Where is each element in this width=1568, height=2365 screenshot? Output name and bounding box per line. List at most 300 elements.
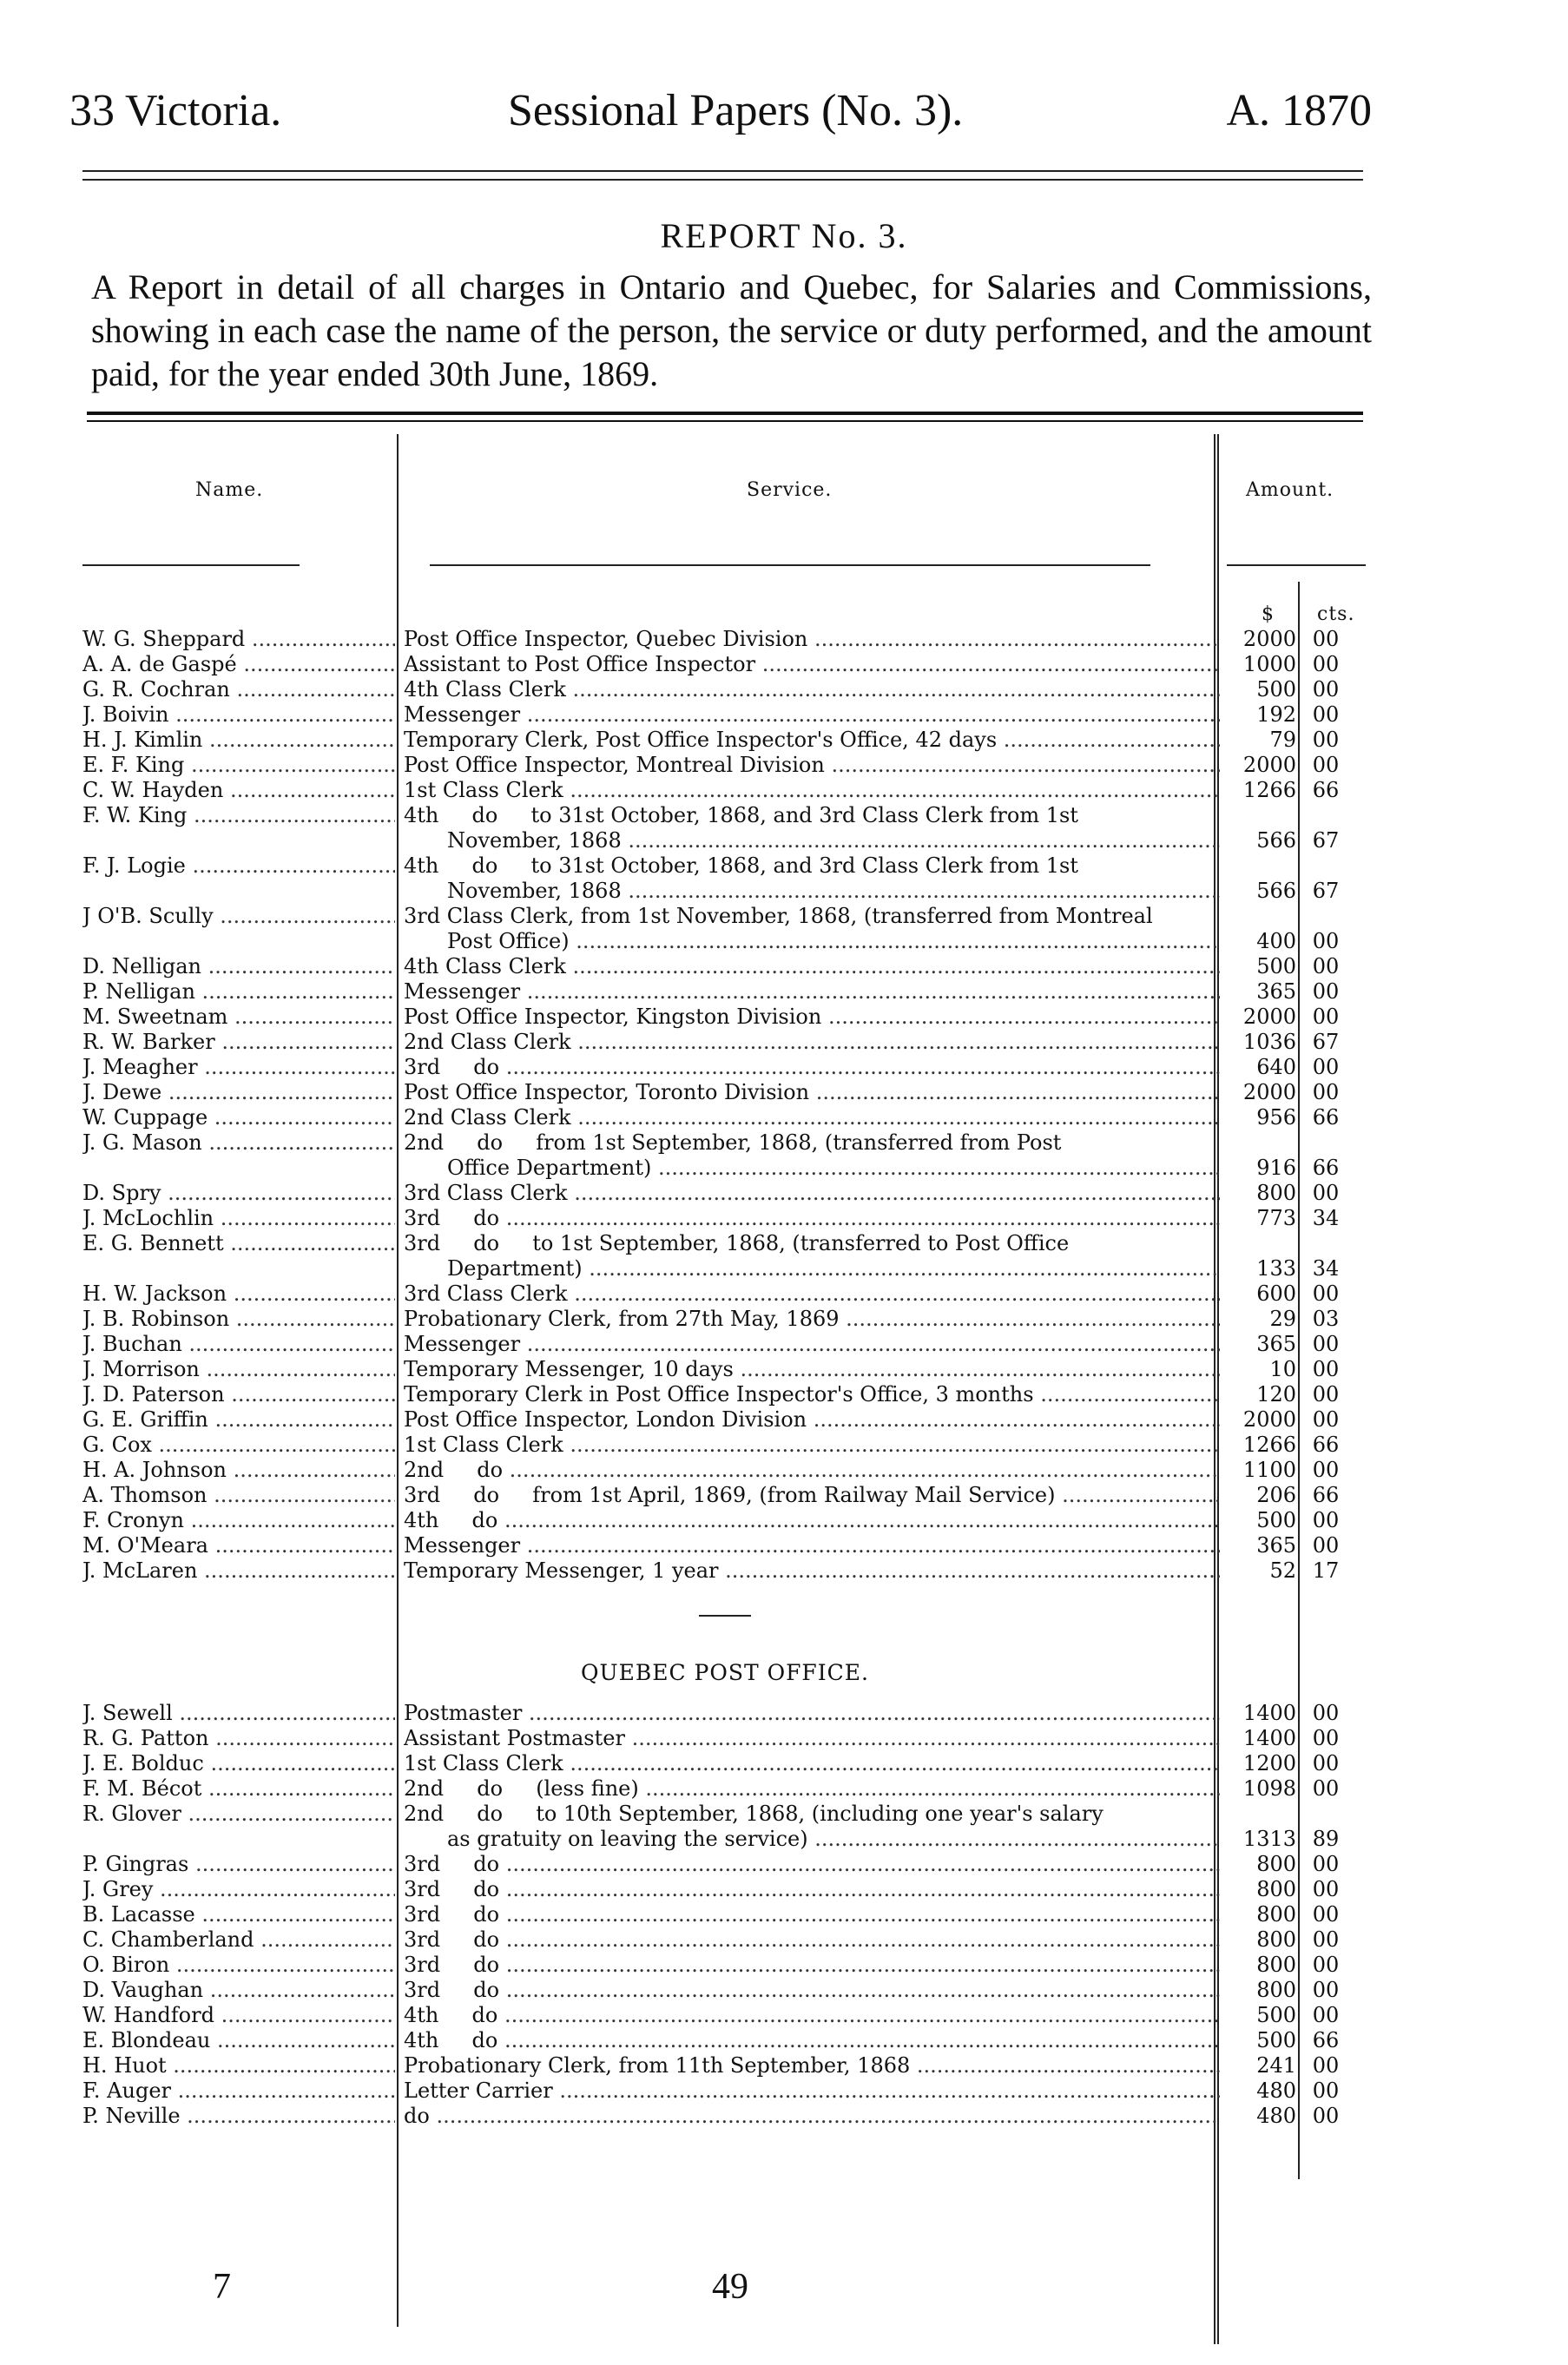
row-service-continuation-text: Department) — [447, 1256, 583, 1281]
row-name — [82, 1877, 395, 1902]
row-name — [82, 1852, 395, 1877]
row-name-text: C. Chamberland — [82, 1927, 254, 1952]
row-name-text: P. Neville — [82, 2104, 181, 2128]
row-service-line — [404, 1558, 1220, 1584]
dot-leader — [208, 1407, 395, 1432]
row-service-text: Assistant Postmaster — [404, 1726, 625, 1750]
row-name-text: F. Cronyn — [82, 1508, 184, 1532]
row-dollars: 800 — [1256, 1852, 1296, 1876]
row-name-text: W. G. Sheppard — [82, 627, 246, 651]
row-service-line — [404, 1105, 1220, 1130]
table-row — [82, 1281, 1367, 1307]
dot-leader — [201, 1776, 395, 1801]
dot-leader — [497, 2003, 1220, 2027]
row-service — [395, 2078, 1220, 2104]
row-name — [82, 853, 395, 904]
dot-leader — [430, 2104, 1220, 2128]
table-row — [82, 1382, 1367, 1407]
row-name — [82, 2053, 395, 2078]
row-cents: 00 — [1312, 1407, 1340, 1432]
row-service — [395, 2053, 1220, 2078]
table-row — [82, 627, 1367, 652]
row-name-text: F. W. King — [82, 803, 188, 827]
row-service-text: 1st Class Clerk — [404, 778, 563, 802]
row-name — [82, 1726, 395, 1751]
dot-leader — [237, 652, 395, 676]
header-underline-amount — [1227, 564, 1366, 566]
row-service — [395, 1701, 1220, 1726]
row-cents: 00 — [1312, 728, 1340, 752]
salary-table — [82, 434, 1367, 2344]
row-cents: 66 — [1312, 1483, 1340, 1507]
row-service-text: Messenger — [404, 1332, 521, 1356]
table-row — [82, 1005, 1367, 1030]
row-name — [82, 979, 395, 1005]
row-service — [395, 1458, 1220, 1483]
row-dollars: 1000 — [1242, 652, 1296, 676]
dot-leader — [520, 979, 1220, 1004]
row-dollars: 1400 — [1242, 1726, 1296, 1750]
dot-leader — [625, 1726, 1220, 1750]
row-name-text: H. W. Jackson — [82, 1281, 227, 1306]
dot-leader — [571, 1105, 1220, 1130]
row-service-text: Messenger — [404, 702, 521, 727]
row-service-text: 4th do — [404, 1508, 498, 1532]
dot-leader — [161, 1080, 395, 1104]
row-name — [82, 1433, 395, 1458]
row-name — [82, 1357, 395, 1382]
row-service-line — [404, 1533, 1220, 1558]
dot-leader — [499, 1852, 1220, 1876]
dot-leader — [808, 1827, 1220, 1851]
row-service-text: 3rd Class Clerk, from 1st November, 1868, (transferred from Montreal — [404, 904, 1153, 928]
row-name-text: E. G. Bennett — [82, 1231, 224, 1255]
dot-leader — [229, 1307, 395, 1331]
row-service-continuation-text: November, 1868 — [447, 828, 622, 853]
table-row — [82, 702, 1367, 728]
row-service-line — [404, 1852, 1220, 1877]
dot-leader — [173, 1701, 395, 1725]
row-name-text: J. McLaren — [82, 1558, 198, 1583]
table-row — [82, 2078, 1367, 2104]
table-row — [82, 1751, 1367, 1776]
row-service-text: 1st Class Clerk — [404, 1433, 563, 1457]
row-service-line — [404, 753, 1220, 778]
row-name-text: R. W. Barker — [82, 1030, 215, 1054]
dot-leader — [499, 1978, 1220, 2002]
dot-leader — [910, 2053, 1220, 2078]
row-name-text: G. Cox — [82, 1433, 152, 1457]
row-dollars: 480 — [1256, 2104, 1296, 2128]
title-rule — [87, 412, 1363, 422]
dot-leader — [734, 1357, 1220, 1381]
table-row — [82, 1802, 1367, 1852]
row-service — [395, 1055, 1220, 1080]
row-name — [82, 1978, 395, 2003]
row-service-text: Messenger — [404, 979, 521, 1004]
dot-leader — [169, 1953, 395, 1977]
row-cents: 89 — [1312, 1827, 1340, 1851]
row-service-text: 3rd do — [404, 1902, 500, 1927]
row-cents: 00 — [1312, 1852, 1340, 1876]
row-cents: 00 — [1312, 1055, 1340, 1079]
table-row — [82, 1231, 1367, 1281]
row-name — [82, 1776, 395, 1802]
row-service-line — [404, 2053, 1220, 2078]
row-service-line — [404, 652, 1220, 677]
row-service-line — [404, 954, 1220, 979]
row-service-continuation — [404, 1256, 1220, 1281]
row-name-text: J. E. Bolduc — [82, 1751, 204, 1775]
row-name — [82, 778, 395, 803]
table-row — [82, 1726, 1367, 1751]
row-dollars: 600 — [1256, 1281, 1296, 1306]
table-row — [82, 853, 1367, 904]
dot-leader — [522, 1701, 1220, 1725]
row-dollars: 1400 — [1242, 1701, 1296, 1725]
row-service — [395, 1533, 1220, 1558]
table-row — [82, 803, 1367, 853]
table-row — [82, 1181, 1367, 1206]
row-cents: 34 — [1312, 1206, 1340, 1230]
row-service — [395, 1508, 1220, 1533]
row-name-text: E. F. King — [82, 753, 185, 777]
dot-leader — [195, 979, 395, 1004]
dollars-header: $ — [1262, 603, 1275, 625]
dot-leader — [503, 1458, 1220, 1482]
table-row — [82, 979, 1367, 1005]
row-service-continuation — [404, 929, 1220, 954]
row-dollars: 773 — [1256, 1206, 1296, 1230]
row-name-text: J. Sewell — [82, 1701, 173, 1725]
dot-leader — [566, 954, 1220, 978]
row-service-text: Letter Carrier — [404, 2078, 553, 2103]
row-service-text: Temporary Messenger, 1 year — [404, 1558, 719, 1583]
division-rows — [82, 627, 1367, 1584]
row-dollars: 2000 — [1242, 1005, 1296, 1029]
row-service-text: Post Office Inspector, Montreal Division — [404, 753, 825, 777]
row-service — [395, 1726, 1220, 1751]
row-service — [395, 1407, 1220, 1433]
row-name — [82, 1005, 395, 1030]
row-cents: 66 — [1312, 1156, 1340, 1180]
row-service — [395, 1877, 1220, 1902]
row-service-line — [404, 1776, 1220, 1802]
table-row — [82, 1927, 1367, 1953]
dot-leader — [563, 1751, 1220, 1775]
table-row — [82, 2028, 1367, 2053]
row-cents: 00 — [1312, 1751, 1340, 1775]
row-service-line — [404, 702, 1220, 728]
row-service-text: Temporary Messenger, 10 days — [404, 1357, 734, 1381]
dot-leader — [755, 652, 1220, 676]
dot-leader — [168, 702, 395, 727]
row-service — [395, 2003, 1220, 2028]
row-name — [82, 2003, 395, 2028]
row-service — [395, 1558, 1220, 1584]
row-cents: 03 — [1312, 1307, 1340, 1331]
dot-leader — [214, 1206, 395, 1230]
dot-leader — [184, 753, 395, 777]
row-dollars: 800 — [1256, 1877, 1296, 1901]
row-name — [82, 1055, 395, 1080]
row-name-text: J. G. Mason — [82, 1130, 202, 1155]
row-cents: 66 — [1312, 778, 1340, 802]
row-name-text: F. J. Logie — [82, 853, 186, 878]
table-row — [82, 1852, 1367, 1877]
row-service-line — [404, 1751, 1220, 1776]
dot-leader — [230, 677, 395, 702]
row-cents: 00 — [1312, 677, 1340, 702]
row-dollars: 241 — [1256, 2053, 1296, 2078]
row-service — [395, 1852, 1220, 1877]
row-dollars: 133 — [1256, 1256, 1296, 1281]
dot-leader — [227, 1005, 395, 1029]
row-dollars: 29 — [1269, 1307, 1296, 1331]
row-name-text: J. Grey — [82, 1877, 154, 1901]
row-service — [395, 1332, 1220, 1357]
dot-leader — [825, 753, 1220, 777]
dot-leader — [153, 1877, 395, 1901]
row-service — [395, 1751, 1220, 1776]
row-cents: 00 — [1312, 1281, 1340, 1306]
row-dollars: 800 — [1256, 1978, 1296, 2002]
row-service — [395, 728, 1220, 753]
row-service — [395, 1382, 1220, 1407]
row-service-text: do — [404, 2104, 430, 2128]
row-cents: 67 — [1312, 828, 1340, 853]
row-cents: 00 — [1312, 954, 1340, 978]
dot-leader — [254, 1927, 396, 1952]
row-dollars: 1100 — [1242, 1458, 1296, 1482]
row-service-text: Postmaster — [404, 1701, 523, 1725]
row-service-line — [404, 1332, 1220, 1357]
row-service-continuation — [404, 879, 1220, 904]
row-dollars: 500 — [1256, 2003, 1296, 2027]
dot-leader — [187, 803, 395, 827]
row-name — [82, 1902, 395, 1927]
row-name — [82, 1533, 395, 1558]
dot-leader — [208, 1726, 395, 1750]
row-cents: 00 — [1312, 1357, 1340, 1381]
row-cents: 34 — [1312, 1256, 1340, 1281]
table-row — [82, 1508, 1367, 1533]
row-service-line — [404, 2078, 1220, 2104]
row-service — [395, 853, 1220, 904]
row-service — [395, 2104, 1220, 2129]
row-name-text: C. W. Hayden — [82, 778, 224, 802]
row-name — [82, 1307, 395, 1332]
column-header-name: Name. — [195, 479, 264, 501]
dot-leader — [227, 1458, 395, 1482]
row-name-text: A. A. de Gaspé — [82, 652, 237, 676]
row-cents: 00 — [1312, 1902, 1340, 1927]
row-dollars: 79 — [1269, 728, 1296, 752]
row-name-text: A. Thomson — [82, 1483, 208, 1507]
row-service-line — [404, 1483, 1220, 1508]
row-dollars: 120 — [1256, 1382, 1296, 1406]
row-service-line — [404, 1407, 1220, 1433]
header-session: 33 Victoria. — [69, 86, 282, 135]
row-service-line — [404, 853, 1220, 879]
table-row — [82, 1357, 1367, 1382]
row-name-text: G. R. Cochran — [82, 677, 230, 702]
table-row — [82, 2104, 1367, 2129]
table-body — [82, 627, 1367, 2129]
row-service-text: 3rd do from 1st April, 1869, (from Railway Mail Service) — [404, 1483, 1056, 1507]
row-service — [395, 1231, 1220, 1281]
row-name — [82, 702, 395, 728]
row-name-text: G. E. Griffin — [82, 1407, 208, 1432]
row-service — [395, 627, 1220, 652]
row-service-text: 4th Class Clerk — [404, 954, 566, 978]
row-cents: 00 — [1312, 1005, 1340, 1029]
row-dollars: 1098 — [1242, 1776, 1296, 1801]
dot-leader — [203, 1978, 395, 2002]
dot-leader — [520, 1332, 1220, 1356]
section-divider — [699, 1615, 751, 1617]
row-name — [82, 1508, 395, 1533]
header-underline-service — [430, 564, 1150, 566]
row-name-text: F. Auger — [82, 2078, 171, 2103]
table-row — [82, 1055, 1367, 1080]
row-service-line — [404, 2028, 1220, 2053]
dot-leader — [563, 1433, 1220, 1457]
row-cents: 17 — [1312, 1558, 1340, 1583]
row-dollars: 365 — [1256, 1533, 1296, 1558]
row-service — [395, 1030, 1220, 1055]
table-row — [82, 1902, 1367, 1927]
row-service — [395, 1080, 1220, 1105]
table-row — [82, 1130, 1367, 1181]
dot-leader — [214, 2003, 395, 2027]
dot-leader — [499, 1927, 1220, 1952]
row-dollars: 400 — [1256, 929, 1296, 953]
row-service-line — [404, 1357, 1220, 1382]
dot-leader — [651, 1156, 1220, 1180]
row-name — [82, 1558, 395, 1584]
row-name-text: J. B. Robinson — [82, 1307, 230, 1331]
dot-leader — [181, 2104, 395, 2128]
row-service-line — [404, 1433, 1220, 1458]
row-name — [82, 1231, 395, 1281]
row-cents: 67 — [1312, 879, 1340, 903]
table-row — [82, 1533, 1367, 1558]
row-service — [395, 1776, 1220, 1802]
row-dollars: 2000 — [1242, 1407, 1296, 1432]
row-dollars: 1266 — [1242, 778, 1296, 802]
table-row — [82, 1332, 1367, 1357]
dot-leader — [207, 1483, 395, 1507]
dot-leader — [197, 1558, 395, 1583]
row-service-line — [404, 1902, 1220, 1927]
row-service-line — [404, 1927, 1220, 1953]
row-name-text: E. Blondeau — [82, 2028, 211, 2052]
dot-leader — [214, 904, 395, 928]
dot-leader — [807, 1407, 1220, 1432]
row-service-text: 3rd do — [404, 1055, 500, 1079]
row-service-line — [404, 904, 1220, 929]
row-name-text: J. McLochlin — [82, 1206, 214, 1230]
row-name-text: B. Lacasse — [82, 1902, 195, 1927]
row-name-text: D. Vaughan — [82, 1978, 204, 2002]
table-row — [82, 1030, 1367, 1055]
row-dollars: 365 — [1256, 1332, 1296, 1356]
dot-leader — [840, 1307, 1220, 1331]
header-underline-name — [82, 564, 300, 566]
row-dollars: 800 — [1256, 1181, 1296, 1205]
row-service-continuation-text: Post Office) — [447, 929, 570, 953]
row-service-text: Messenger — [404, 1533, 521, 1558]
header-year: A. 1870 — [1226, 86, 1372, 135]
row-dollars: 500 — [1256, 677, 1296, 702]
dot-leader — [225, 1382, 395, 1406]
row-service-text: Probationary Clerk, from 27th May, 1869 — [404, 1307, 840, 1331]
row-service-text: 4th Class Clerk — [404, 677, 566, 702]
row-dollars: 800 — [1256, 1902, 1296, 1927]
row-dollars: 2000 — [1242, 627, 1296, 651]
dot-leader — [208, 1533, 395, 1558]
dot-leader — [571, 1030, 1220, 1054]
row-name — [82, 1701, 395, 1726]
row-cents: 00 — [1312, 2053, 1340, 2078]
row-service-line — [404, 803, 1220, 828]
row-cents: 00 — [1312, 1382, 1340, 1406]
row-service-line — [404, 1231, 1220, 1256]
row-cents: 00 — [1312, 2003, 1340, 2027]
row-name — [82, 627, 395, 652]
row-cents: 00 — [1312, 753, 1340, 777]
row-service-text: 4th do to 31st October, 1868, and 3rd Class Clerk from 1st — [404, 853, 1078, 878]
row-dollars: 566 — [1256, 879, 1296, 903]
dot-leader — [198, 1055, 395, 1079]
dot-leader — [570, 929, 1220, 953]
dot-leader — [568, 1181, 1220, 1205]
row-name-text: H. Huot — [82, 2053, 167, 2078]
dot-leader — [171, 2078, 395, 2103]
row-dollars: 916 — [1256, 1156, 1296, 1180]
row-cents: 00 — [1312, 1953, 1340, 1977]
dot-leader — [520, 702, 1220, 727]
dot-leader — [152, 1433, 395, 1457]
table-row — [82, 1776, 1367, 1802]
row-service-text: 4th do to 31st October, 1868, and 3rd Class Clerk from 1st — [404, 803, 1078, 827]
table-row — [82, 728, 1367, 753]
row-service-text: 4th do — [404, 2028, 498, 2052]
row-name-text: P. Gingras — [82, 1852, 189, 1876]
dot-leader — [807, 627, 1220, 651]
dot-leader — [499, 1206, 1220, 1230]
row-name-text: J. Morrison — [82, 1357, 200, 1381]
row-service — [395, 1105, 1220, 1130]
row-name-text: R. Glover — [82, 1802, 181, 1826]
table-row — [82, 652, 1367, 677]
row-service — [395, 1902, 1220, 1927]
row-service-line — [404, 1726, 1220, 1751]
row-service-text: 4th do — [404, 2003, 498, 2027]
row-cents: 66 — [1312, 1105, 1340, 1130]
row-service-line — [404, 2104, 1220, 2129]
row-service-text: 3rd do to 1st September, 1868, (transferred to Post Office — [404, 1231, 1070, 1255]
table-row — [82, 2053, 1367, 2078]
row-service-text: Temporary Clerk in Post Office Inspector's Office, 3 months — [404, 1382, 1034, 1406]
dot-leader — [639, 1776, 1220, 1801]
row-service-text: Post Office Inspector, Kingston Division — [404, 1005, 822, 1029]
table-row — [82, 2003, 1367, 2028]
row-service-continuation — [404, 828, 1220, 853]
row-dollars: 480 — [1256, 2078, 1296, 2103]
row-name-text: H. J. Kimlin — [82, 728, 203, 752]
